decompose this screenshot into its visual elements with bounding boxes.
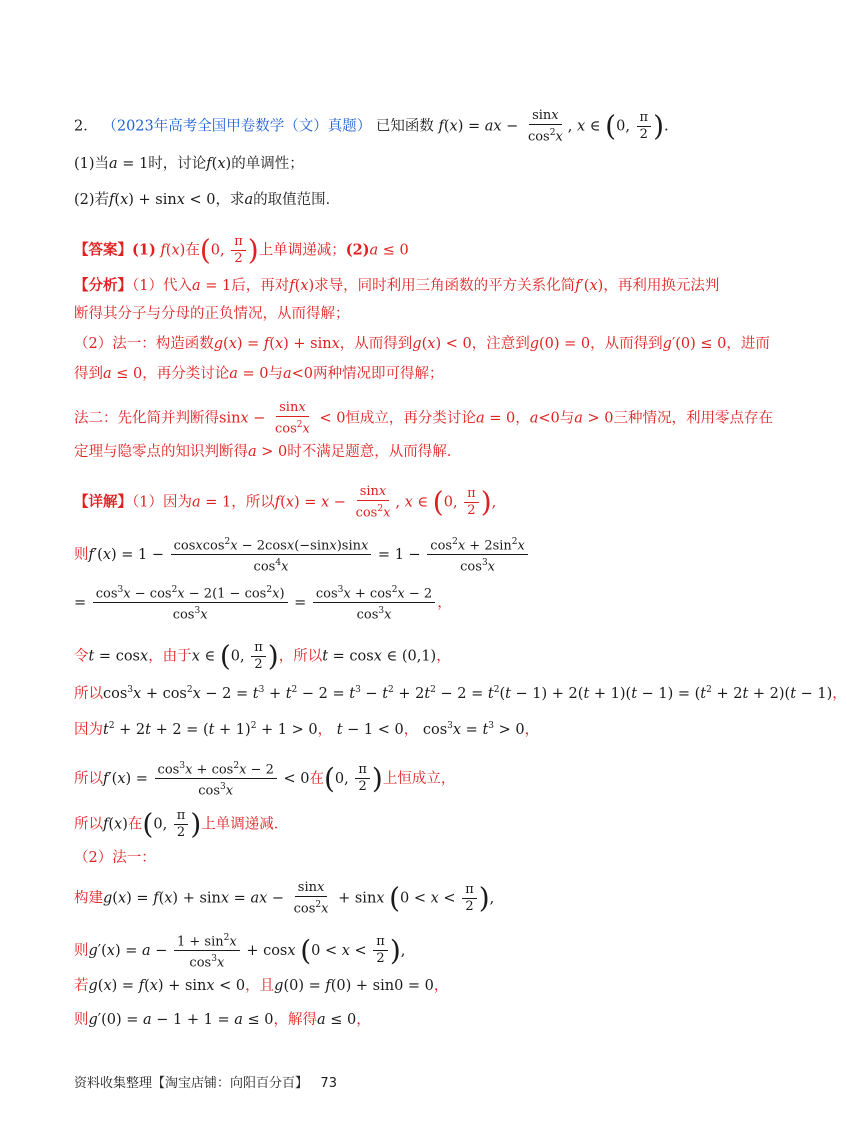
part2-line: (2)若f(x) + sinx < 0，求a的取值范围． <box>74 192 341 208</box>
text: ，由于 <box>148 648 192 665</box>
text: 令 <box>74 648 89 665</box>
analysis-label: 【分析】 <box>74 277 132 294</box>
problem-number: 2． <box>74 118 98 135</box>
text: ，所以 <box>278 648 323 665</box>
detail-conclusion-1: 所以f′(x) = $\frac{\cos^3x + \cos^2x - 2}{\cos^3x}$ < 0在(0, $\frac{\pi}{2}$ )上恒成立， <box>74 758 455 800</box>
part2-label: (2)若 <box>74 192 110 208</box>
analysis-line-3: （2）法一：构造函数g(x) = f(x) + sinx，从而得到g(x) < 0，注意到g(0) = 0，从而得到g′(0) ≤ 0，进而 <box>74 336 770 352</box>
problem-stem: 已知函数 <box>375 118 434 135</box>
detail-derivative-2: = $\frac{\cos^3x - \cos^2x - 2(1 - \cos^2x)}{\cos^3x}$ = $\frac{\cos^3x + \cos^2x - 2}{\cos^3x}$ ， <box>74 582 452 624</box>
page-footer <box>74 1072 337 1091</box>
problem-line: 2． （2023年高考全国甲卷数学（文）真题） 已知函数 f(x) = ax − $\frac{\sin x}{\cos^2x}$ , x ∈ (0, $\frac{\pi}{2}$ ). <box>74 108 669 145</box>
text: ，解得 <box>273 1012 317 1028</box>
fraction: $\frac{\sin x}{\cos^2x}$ <box>527 108 563 145</box>
text: 则 <box>74 546 89 563</box>
page-number: 73 <box>320 1076 337 1091</box>
text: 两种情况即可得解； <box>313 366 444 382</box>
text: 时不满足题意，从而得解． <box>287 444 462 460</box>
analysis-line-1: 【分析】（1）代入a = 1后，再对f(x)求导，同时利用三角函数的平方关系化简f′(x)，再利用换元法判 <box>74 277 720 294</box>
text: 定理与隐零点的知识判断得 <box>74 444 248 460</box>
detail-solve: 则g′(0) = a − 1 + 1 = a ≤ 0，解得a ≤ 0， <box>74 1012 371 1028</box>
text: ，从而得到 <box>590 336 663 352</box>
detail-gprime: 则g′(x) = a − $\frac{1 + \sin^2x}{\cos^3x}$ + cosx (0 < x < $\frac{\pi}{2}$ ), <box>74 930 405 972</box>
text: 得到 <box>74 366 103 382</box>
part2-text: ，求 <box>215 192 245 208</box>
text: ，进而 <box>726 336 770 352</box>
answer-label: 【答案】 <box>74 241 132 259</box>
text: 则 <box>74 942 89 959</box>
answer-part1: (1) <box>132 241 156 259</box>
text: ，再分类讨论 <box>142 366 230 382</box>
answer-text-2: 上单调递减； <box>258 242 346 259</box>
detail-build: 构建g(x) = f(x) + sinx = ax − $\frac{\sin x}{\cos^2x}$ + sinx (0 < x < $\frac{\pi}{2}$ ), <box>74 880 495 917</box>
text: （2）法一：构造函数 <box>74 336 214 352</box>
text: 与 <box>559 410 575 427</box>
detail-substitution: 令t = cosx，由于x ∈ (0, $\frac{\pi}{2}$ )，所以t = cosx ∈ (0,1)， <box>74 639 451 673</box>
text: ，再利用换元法判 <box>603 278 720 294</box>
text: 与 <box>268 366 283 382</box>
text: 因为 <box>74 721 103 738</box>
answer-line: 【答案】(1) f(x)在(0, $\frac{\pi}{2}$ )上单调递减；(2)a ≤ 0 <box>74 233 409 267</box>
text: 后，再对 <box>231 278 290 294</box>
text: （1）因为 <box>132 494 192 511</box>
analysis-line-2: 断得其分子与分母的正负情况，从而得解； <box>74 306 350 322</box>
detail-factor: 所以$\cos^3x + \cos^2x - 2 = t^3 + t^2 - 2 = t^3 - t^2 + 2t^2 - 2 = t^2(t - 1) + 2(t + 1)(t - 1) = (t^2 + 2t + 2)(t - 1)$， <box>74 685 847 702</box>
text: 恒成立，再分类讨论 <box>345 410 476 427</box>
detail-label: 【详解】 <box>74 493 132 511</box>
text: ，从而得到 <box>339 336 413 352</box>
text: 上恒成立， <box>382 770 456 787</box>
text: ， <box>515 410 530 427</box>
text: 在 <box>309 770 324 787</box>
text: 上单调递减． <box>201 816 289 833</box>
footer-text: 资料收集整理【淘宝店铺：向阳百分百】 <box>74 1076 309 1091</box>
text: 三种情况，利用零点存在 <box>613 410 773 427</box>
text: ，所以 <box>231 494 275 511</box>
text: 构建 <box>74 890 103 907</box>
detail-line-1: 【详解】（1）因为a = 1，所以f(x) = x − $\frac{\sin x}{\cos^2x}$ , x ∈ (0, $\frac{\pi}{2}$ ), <box>74 484 497 521</box>
text: 所以 <box>74 770 103 787</box>
text: 则 <box>74 1012 89 1028</box>
part1-line: (1)当a = 1时，讨论f(x)的单调性； <box>74 156 304 172</box>
text: 求导，同时利用三角函数的平方关系化简 <box>314 278 576 294</box>
problem-source: （2023年高考全国甲卷数学（文）真题） <box>102 118 372 135</box>
detail-derivative: 则f′(x) = 1 − $\frac{cosxcos^2x - 2\cos x(-\sin x)\sin x}{\cos^4x}$ = 1 − $\frac{\cos^2x + 2\sin^2x}{\cos^3x}$ <box>74 534 530 576</box>
answer-text: 在 <box>185 242 200 259</box>
text: 所以 <box>74 685 103 702</box>
detail-sign: 因为$t^2 + 2t + 2 = (t + 1)^2 + 1 > 0$， t − 1 < 0， $\cos^3x = t^3 > 0$， <box>74 721 540 738</box>
part2-text-end: 的取值范围． <box>253 192 341 208</box>
part1-text-end: 的单调性； <box>231 156 304 172</box>
text: （1）代入 <box>132 278 192 294</box>
text: ，且 <box>245 978 275 994</box>
detail-method-1: （2）法一： <box>74 850 156 866</box>
detail-if: 若g(x) = f(x) + sinx < 0，且g(0) = f(0) + sin0 = 0， <box>74 978 449 994</box>
text: 在 <box>127 816 143 833</box>
analysis-line-5: 法二：先化简并判断得sinx − $\frac{\sin x}{\cos^2x}$ < 0恒成立，再分类讨论a = 0，a<0与a > 0三种情况，利用零点存在 <box>74 400 773 437</box>
part1-label: (1)当 <box>74 156 110 172</box>
text: 法二：先化简并判断得 <box>74 410 219 427</box>
text: ，注意到 <box>471 336 530 352</box>
text: 若 <box>74 978 89 994</box>
analysis-line-6: 定理与隐零点的知识判断得a > 0时不满足题意，从而得解． <box>74 444 462 460</box>
answer-part2: (2) <box>345 241 370 259</box>
text: 所以 <box>74 816 103 833</box>
detail-conclusion-2: 所以f(x)在(0, $\frac{\pi}{2}$ )上单调递减． <box>74 807 289 841</box>
analysis-line-4: 得到a ≤ 0，再分类讨论a = 0与a<0两种情况即可得解； <box>74 366 444 382</box>
part1-text: 时，讨论 <box>148 156 207 172</box>
